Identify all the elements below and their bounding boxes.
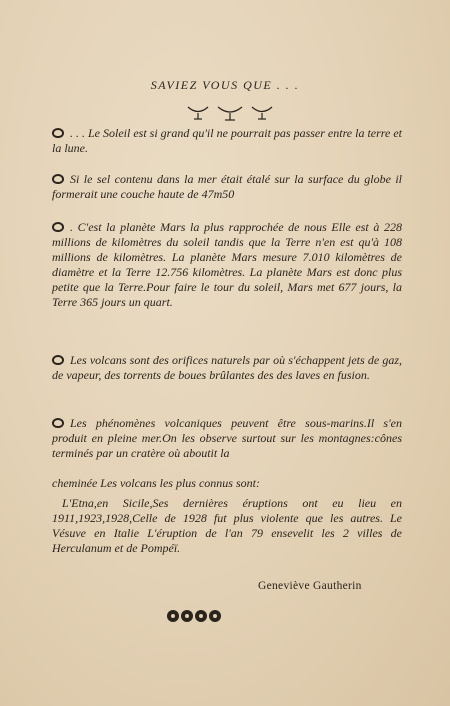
horseshoe-bullet-icon [52,128,64,138]
paragraph-2: Si le sel contenu dans la mer était étalé sur la surface du globe il formerait une couche haute de 47m50 [52,172,402,201]
horseshoe-bullet-icon [52,222,64,232]
paragraph-3: . C'est la planète Mars la plus rapprochée de nous Elle est à 228 millions de kilomètres du soleil tandis que la Terre n'en est qu'à 108 millions de kilomètres. La planète Mars mesure 7.010 kilomètres de diamètre et la Terre 12.756 kilomètres. La planète Mars est donc plus petite que la Terre.Pour faire le tour du soleil, Mars met 677 jours, la Terre 365 jours un quart. [52,220,402,309]
page-title: SAVIEZ VOUS QUE . . . [150,78,300,92]
stamp-logo-icon [166,609,222,623]
paragraph-closing: L'Etna,en Sicile,Ses dernières éruptions ont eu lieu en 1911,1923,1928,Celle de 1928 fut plus violente que les autres. Le Vésuve en Italie L'éruption de l'an 79 ensevelit les 2 villes de Herculanum et de Pompéï. [52,496,402,555]
paragraph-continuation: cheminée Les volcans les plus connus sont: [52,476,260,490]
paragraph-1: . . . Le Soleil est si grand qu'il ne pourrait pas passer entre la terre et la lune. [52,126,402,155]
horseshoe-bullet-icon [52,418,64,428]
paragraph-5: Les phénomènes volcaniques peuvent être sous-marins.Il s'en produit en pleine mer.On les observe surtout sur les montagnes:cônes terminés par un cratère où aboutit la [52,416,402,460]
paragraph-4: Les volcans sont des orifices naturels par où s'échappent jets de gaz, de vapeur, des torrents de boues brûlantes des des laves en fusion. [52,353,402,382]
triple-cup-ornament-icon [180,104,280,122]
horseshoe-bullet-icon [52,174,64,184]
horseshoe-bullet-icon [52,355,64,365]
author-signature: Geneviève Gautherin [258,580,362,592]
